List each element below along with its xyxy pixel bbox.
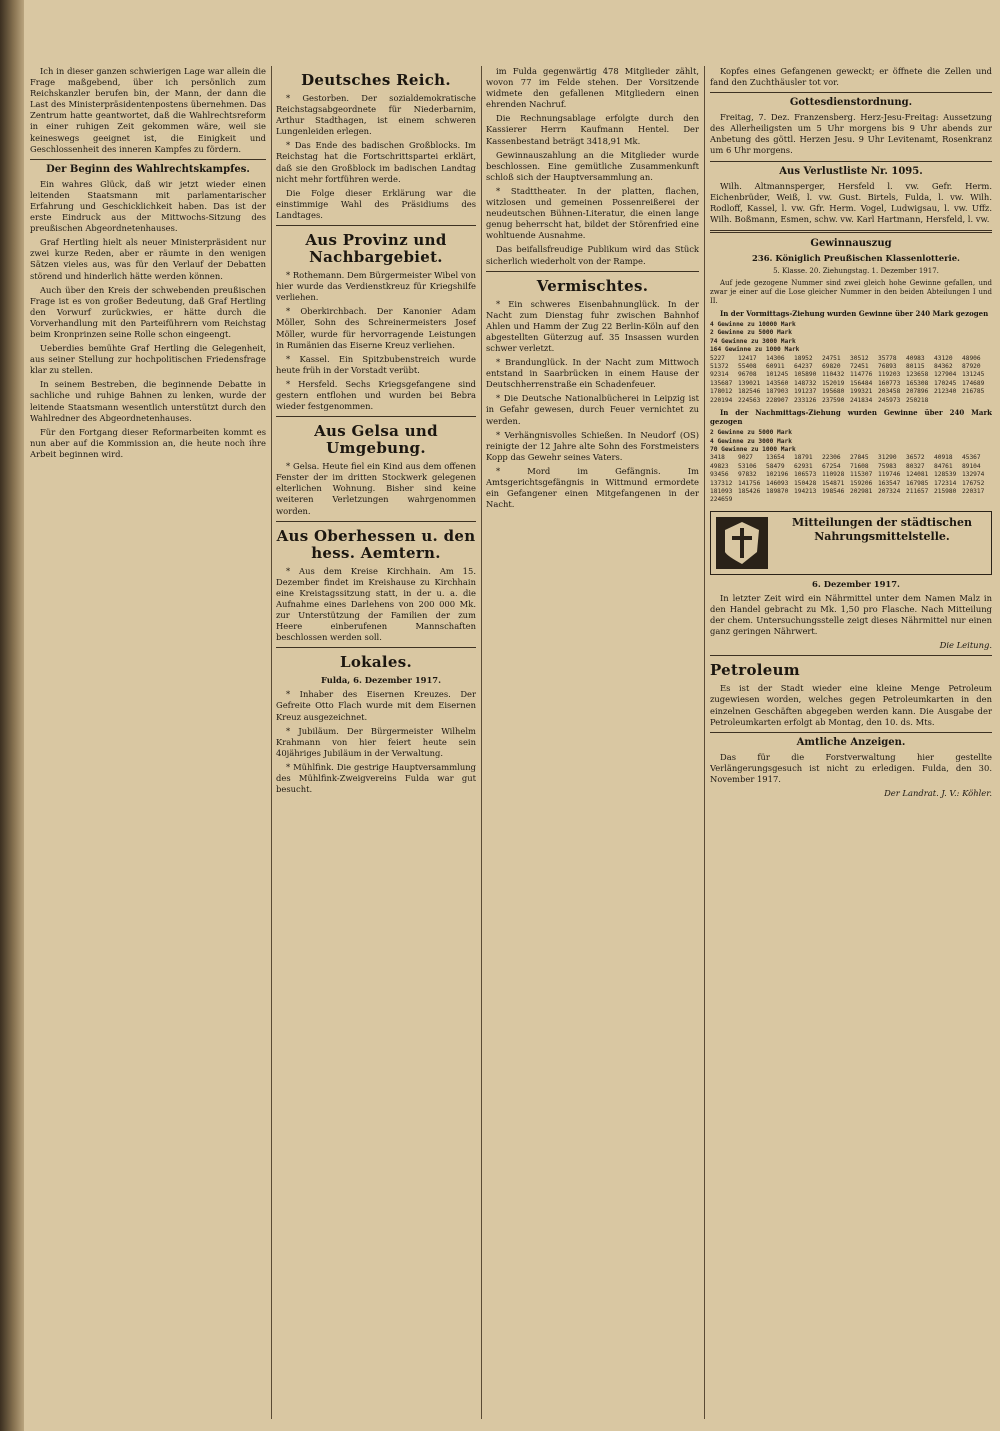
lottery-number: 62931	[794, 462, 813, 470]
divider	[276, 225, 476, 226]
afternoon-title: In der Nachmittags-Ziehung wurden Gewinne über 240 Mark gezogen	[710, 408, 992, 427]
lottery-number: 164 Gewinne zu 1000 Mark	[710, 346, 800, 354]
lottery-number: 150428	[794, 479, 817, 487]
lottery-number: 123658	[906, 371, 929, 379]
lottery-number: 143560	[766, 379, 789, 387]
lottery-number: 131245	[962, 371, 985, 379]
lottery-number: 13654	[766, 454, 785, 462]
lottery-number: 30512	[850, 354, 869, 362]
lottery-number: 96708	[738, 371, 757, 379]
lottery-number: 53106	[738, 462, 757, 470]
lottery-number: 114776	[850, 371, 873, 379]
lottery-number: 110432	[822, 371, 845, 379]
lottery-number: 163547	[878, 479, 901, 487]
article-paragraph: Die Folge dieser Erklärung war die einstimmige Wahl des Präsidiums des Landtages.	[276, 187, 476, 220]
lottery-number: 97832	[738, 471, 757, 479]
lottery-number: 43120	[934, 354, 953, 362]
reich-title: Deutsches Reich.	[301, 71, 451, 89]
article-paragraph: In letzter Zeit wird ein Nährmittel unter dem Namen Malz in den Handel gebracht zu Mk. 1,50 pro Flasche. Nach Mitteilung der chem. Untersuchungsstelle zeigt dieses Nährmittel nur einen ganz geringen Nährwert.	[710, 592, 992, 637]
lottery-number: 5227	[710, 354, 725, 362]
lokales-title: Lokales.	[340, 653, 412, 672]
dateline: Fulda, 6. Dezember 1917.	[320, 675, 442, 686]
lottery-number: 194213	[794, 487, 817, 495]
provinz-title: Aus Provinz und Nachbargebiet.	[305, 231, 447, 267]
lottery-number: 212340	[934, 388, 957, 396]
article-paragraph: im Fulda gegenwärtig 478 Mitglieder zählt, wovon 77 im Felde stehen. Der Vorsitzende widmete den gefallenen Mitgliedern einen ehrenden Nachruf.	[486, 66, 699, 110]
lotterie-meta: 5. Klasse. 20. Ziehungstag. 1. Dezember 1917.	[773, 267, 939, 276]
article-paragraph: Freitag, 7. Dez. Franzensberg. Herz-Jesu-Freitag: Aussetzung des Allerheiligsten um 5 Uhr morgens bis 9 Uhr abends zur Anbetung des göttl. Herzen Jesu. 9 Uhr Levitenamt, Rosenkranz um 6 Uhr morgens.	[710, 112, 992, 156]
morning-numbers	[710, 321, 992, 405]
column-rule	[271, 66, 272, 1419]
lottery-number: 75983	[878, 462, 897, 470]
article-paragraph: Es ist der Stadt wieder eine kleine Menge Petroleum zugewiesen worden, welches gegen Petroleumkarten in den einzelnen Geschäften abgegeben werden kann. Die Ausgabe der Petroleumkarten erfolgt ab Montag, den 10. ds. Mts.	[710, 683, 992, 727]
lottery-number: 55408	[738, 363, 757, 371]
article-paragraph: * Jubiläum. Der Bürgermeister Wilhelm Krahmann von hier feiert heute sein 40jähriges Jubiläum in der Verwaltung.	[276, 725, 476, 758]
lottery-number: 69820	[822, 363, 841, 371]
lottery-number: 141756	[738, 479, 761, 487]
lottery-number: 245973	[878, 396, 901, 404]
lottery-number: 49823	[710, 462, 729, 470]
lottery-number: 216785	[962, 388, 985, 396]
morning-title: In der Vormittags-Ziehung wurden Gewinne über 240 Mark gezogen	[720, 309, 989, 319]
column-rule	[704, 66, 705, 1419]
lottery-number: 67254	[822, 462, 841, 470]
divider	[276, 647, 476, 648]
lottery-number: 203458	[878, 388, 901, 396]
lottery-number: 207324	[878, 487, 901, 495]
mitteilungen-title: Mitteilungen der städtischen Nahrungsmittelstelle.	[792, 515, 972, 543]
column-1	[30, 66, 266, 1423]
lottery-number: 72451	[850, 363, 869, 371]
signature: Die Leitung.	[939, 640, 992, 651]
lottery-number: 167985	[906, 479, 929, 487]
divider	[710, 92, 992, 93]
gottesdienst-title: Gottesdienstordnung.	[789, 97, 913, 109]
article-paragraph: * Mühlfink. Die gestrige Hauptversammlung des Mühlfink-Zweigvereins Fulda war gut besucht.	[276, 761, 476, 795]
lottery-number: 105890	[794, 371, 817, 379]
book-binding	[0, 0, 24, 1431]
divider	[710, 655, 992, 656]
lottery-number: 199321	[850, 388, 873, 396]
lottery-number: 185426	[738, 487, 761, 495]
lottery-number: 224659	[710, 496, 733, 504]
debate-title: Der Beginn des Wahlrechtskampfes.	[46, 163, 250, 175]
lottery-number: 189870	[766, 487, 789, 495]
lottery-number: 106573	[794, 471, 817, 479]
lottery-number: 35778	[878, 354, 897, 362]
lotterie-note: Auf jede gezogene Nummer sind zwei gleich hohe Gewinne gefallen, und zwar je einer auf die Lose gleicher Nummer in den beiden Abteilungen I und II.	[710, 279, 992, 306]
article-paragraph: * Hersfeld. Sechs Kriegsgefangene sind gestern entflohen und wurden bei Bebra wieder festgenommen.	[276, 378, 476, 412]
divider	[710, 732, 992, 733]
column-2	[276, 66, 476, 1423]
divider	[710, 161, 992, 162]
divider	[30, 159, 266, 160]
lottery-number: 119203	[878, 371, 901, 379]
lottery-number: 2 Gewinne zu 5000 Mark	[710, 329, 792, 337]
divider	[276, 416, 476, 417]
article-paragraph: * Gelsa. Heute fiel ein Kind aus dem offenen Fenster der im dritten Stockwerk gelegenen elterlichen Wohnung. Bisher sind keine weiteren Verletzungen wahrgenommen worden.	[276, 461, 476, 516]
article-paragraph: * Kassel. Ein Spitzbubenstreich wurde heute früh in der Vorstadt verübt.	[276, 353, 476, 375]
article-paragraph: * Das Ende des badischen Großblocks. Im Reichstag hat die Fortschrittspartei erklärt, daß sie den Großblock im badischen Landtag nicht mehr fortführen werde.	[276, 140, 476, 184]
lottery-number: 4 Gewinne zu 3000 Mark	[710, 437, 792, 445]
lottery-number: 12417	[738, 354, 757, 362]
lottery-number: 165308	[906, 379, 929, 387]
article-paragraph: Graf Hertling hielt als neuer Ministerpräsident nur zwei kurze Reden, aber er räumte in den wenigen Sätzen vieles aus, was für den Verlauf der Debatten störend und hinderlich hätte werden können.	[30, 237, 266, 281]
lottery-number: 9027	[738, 454, 753, 462]
article-paragraph: * Brandunglück. In der Nacht zum Mittwoch entstand in Saarbrücken in einem Hause der Deutschherrenstraße ein Schadenfeuer.	[486, 357, 699, 390]
lottery-number: 146093	[766, 479, 789, 487]
lottery-number: 40983	[906, 354, 925, 362]
article-paragraph: Für den Fortgang dieser Reformarbeiten kommt es nun aber auf die Kommission an, die heute noch ihre Arbeit beginnen wird.	[30, 426, 266, 459]
lottery-number: 64237	[794, 363, 813, 371]
lottery-number: 139021	[738, 379, 761, 387]
article-paragraph: Die Rechnungsablage erfolgte durch den Kassierer Herrn Kaufmann Hentel. Der Kassenbestand beträgt 3418,91 Mk.	[486, 113, 699, 146]
lottery-number: 195680	[822, 388, 845, 396]
article-paragraph: Auch über den Kreis der schwebenden preußischen Frage ist es von großer Bedeutung, daß Graf Hertling den Vorwurf zurückwies, er hätte durch die Vorverhandlung mit den Parteiführern vom Reichstag beim Kronprinzen seine Rolle schon eingeengt.	[30, 284, 266, 339]
article-paragraph: In seinem Bestreben, die beginnende Debatte in sachliche und ruhige Bahnen zu lenken, wurde der leitende Staatsmann wesentlich unterstützt durch den Wahlredner des Abgeordnetenhauses.	[30, 379, 266, 423]
lottery-number: 92314	[710, 371, 729, 379]
lottery-number: 160773	[878, 379, 901, 387]
lottery-number: 84362	[934, 363, 953, 371]
newspaper-page	[24, 0, 1000, 1431]
lottery-number: 74 Gewinne zu 3000 Mark	[710, 337, 796, 345]
column-4	[710, 66, 992, 1423]
article-paragraph: Das beifallsfreudige Publikum wird das Stück sicherlich wiederholt von der Rampe.	[486, 244, 699, 266]
lottery-number: 45367	[962, 454, 981, 462]
lottery-number: 93456	[710, 471, 729, 479]
lottery-number: 124081	[906, 471, 929, 479]
lottery-number: 101245	[766, 371, 789, 379]
lottery-number: 135687	[710, 379, 733, 387]
verlustliste-title: Aus Verlustliste Nr. 1095.	[779, 165, 923, 177]
lottery-number: 132974	[962, 471, 985, 479]
article-paragraph: Gewinnauszahlung an die Mitglieder wurde beschlossen. Eine gemütliche Zusammenkunft schloß sich der Hauptversammlung an.	[486, 149, 699, 182]
lotterie-subtitle: 236. Königlich Preußischen Klassenlotterie.	[752, 252, 960, 263]
lottery-number: 128539	[934, 471, 957, 479]
article-paragraph: * Mord im Gefängnis. Im Amtsgerichtsgefängnis in Wittmund ermordete ein Gefangener einen Mitgefangenen in der Nacht.	[486, 465, 699, 510]
article-paragraph: * Inhaber des Eisernen Kreuzes. Der Gefreite Otto Flach wurde mit dem Eisernen Kreuz ausgezeichnet.	[276, 689, 476, 722]
gelsa-title: Aus Gelsa und Umgebung.	[314, 422, 438, 458]
lottery-number: 27845	[850, 454, 869, 462]
lottery-number: 31290	[878, 454, 897, 462]
lottery-number: 241834	[850, 396, 873, 404]
vermischtes-title: Vermischtes.	[536, 276, 649, 295]
article-paragraph: * Oberkirchbach. Der Kanonier Adam Möller, Sohn des Schreinermeisters Josef Möller, wurde für hervorragende Leistungen in Rumänien das Eiserne Kreuz verliehen.	[276, 306, 476, 350]
lottery-number: 87920	[962, 363, 981, 371]
lottery-number: 211657	[906, 487, 929, 495]
afternoon-numbers	[710, 429, 992, 505]
lottery-number: 58479	[766, 462, 785, 470]
lottery-number: 3418	[710, 454, 725, 462]
lottery-number: 233126	[794, 396, 817, 404]
lottery-number: 170245	[934, 379, 957, 387]
lottery-number: 148732	[794, 379, 817, 387]
intro-paragraph: Ich in dieser ganzen schwierigen Lage war allein die Frage maßgebend, über ich persönlich zum Reichskanzler berufen bin, der Mann, der dann die Last des Ministerpräsidentenpostens übernehmen. Das Zentrum hatte geantwortet, daß die Wahlrechtsreform in einer ruhigen Zeit gekommen wäre, weil sie keineswegs geeignet ist, die Einigkeit und Geschlossenheit des inneren Kampfes zu fördern.	[30, 66, 266, 154]
lottery-number: 80327	[906, 462, 925, 470]
lottery-number: 60911	[766, 363, 785, 371]
article-paragraph: Kopfes eines Gefangenen geweckt; er öffnete die Zellen und fand den Zuchthäusler tot vor.	[710, 66, 992, 88]
lottery-number: 250218	[906, 396, 929, 404]
anzeigen-title: Amtliche Anzeigen.	[796, 736, 906, 748]
article-paragraph: * Ein schweres Eisenbahnunglück. In der Nacht zum Dienstag fuhr zwischen Bahnhof Ahlen und Hamm der Zug 22 Berlin-Köln auf den abgestellten Güterzug auf. 35 Insassen wurden schwer verletzt.	[486, 298, 699, 353]
article-paragraph: * Rothemann. Dem Bürgermeister Wibel von hier wurde das Verdienstkreuz für Kriegshilfe verliehen.	[276, 270, 476, 303]
article-paragraph: * Verhängnisvolles Schießen. In Neudorf (OS) reinigte der 12 Jahre alte Sohn des Forstmeisters Kopp das Gewehr seines Vaters.	[486, 429, 699, 462]
article-paragraph: Wilh. Altmannsperger, Hersfeld l. vw. Gefr. Herm. Eichenbrüder, Weiß, l. vw. Gust. Birtels, Fulda, l. vw. Wilh. Rodloff, Kassel, l. vw. Gfr. Herm. Vogel, Ludwigsau, l. vw. Uffz. Wilh. Boßmann, Esmen, schw. vw. Karl Hartmann, Hersfeld, l. vw.	[710, 180, 992, 224]
column-rule	[481, 66, 482, 1419]
lottery-number: 215980	[934, 487, 957, 495]
lottery-number: 22306	[822, 454, 841, 462]
lottery-number: 110928	[822, 471, 845, 479]
lottery-number: 76893	[878, 363, 897, 371]
article-paragraph: Ein wahres Glück, daß wir jetzt wieder einen leitenden Staatsmann mit parlamentarischer Erfahrung und Geschicklichkeit haben. Das ist der erste Eindruck aus der Mittwochs-Sitzung des preußischen Abgeordnetenhauses.	[30, 178, 266, 234]
lottery-number: 48906	[962, 354, 981, 362]
lottery-number: 119746	[878, 471, 901, 479]
lottery-number: 172314	[934, 479, 957, 487]
article-paragraph: Das für die Forstverwaltung hier gestellte Verlängerungsgesuch ist nicht zu erledigen. Fulda, den 30. November 1917.	[710, 751, 992, 784]
lottery-number: 51372	[710, 363, 729, 371]
lottery-number: 80115	[906, 363, 925, 371]
lottery-number: 174689	[962, 379, 985, 387]
divider	[276, 521, 476, 522]
lottery-number: 40918	[934, 454, 953, 462]
lottery-number: 191237	[794, 388, 817, 396]
landrat-signature: Der Landrat. J. V.: Köhler.	[884, 787, 992, 798]
lottery-number: 176752	[962, 479, 985, 487]
lottery-number: 84761	[934, 462, 953, 470]
lottery-number: 178012	[710, 388, 733, 396]
lottery-number: 89104	[962, 462, 981, 470]
mitteilungen-date: 6. Dezember 1917.	[812, 578, 900, 589]
lottery-number: 156484	[850, 379, 873, 387]
mitteilungen-box	[710, 511, 992, 575]
lottery-number: 154871	[822, 479, 845, 487]
lottery-number: 182546	[738, 388, 761, 396]
lottery-number: 24751	[822, 354, 841, 362]
article-paragraph: * Gestorben. Der sozialdemokratische Reichstagsabgeordnete für Niederbarnim, Arthur Stadthagen, ist einem schweren Lungenleiden erlegen.	[276, 93, 476, 137]
lottery-number: 220194	[710, 396, 733, 404]
lottery-number: 224563	[738, 396, 761, 404]
article-paragraph: Ueberdies bemühte Graf Hertling die Gelegenheit, aus seiner Stellung zur hochpolitischen Friedensfrage klar zu stellen.	[30, 343, 266, 376]
article-paragraph: * Aus dem Kreise Kirchhain. Am 15. Dezember findet im Kreishause zu Kirchhain eine Kreistagssitzung statt, in der u. a. die Aufnahme eines Darlehens von 200 000 Mk. zur Unterstützung der Familien der zum Heere einberufenen Mannschaften beschlossen werden soll.	[276, 565, 476, 643]
lottery-number: 237590	[822, 396, 845, 404]
lottery-number: 159206	[850, 479, 873, 487]
city-coat-of-arms-icon	[715, 516, 769, 570]
lottery-number: 70 Gewinne zu 1000 Mark	[710, 445, 796, 453]
lottery-number: 127904	[934, 371, 957, 379]
lottery-number: 18791	[794, 454, 813, 462]
lottery-number: 102196	[766, 471, 789, 479]
divider	[486, 271, 699, 272]
lottery-number: 181093	[710, 487, 733, 495]
lottery-number: 4 Gewinne zu 10000 Mark	[710, 321, 796, 329]
lottery-number: 220317	[962, 487, 985, 495]
lottery-number: 36572	[906, 454, 925, 462]
lottery-number: 115307	[850, 471, 873, 479]
lottery-number: 18952	[794, 354, 813, 362]
lottery-number: 207896	[906, 388, 929, 396]
lottery-number: 2 Gewinne zu 5000 Mark	[710, 429, 792, 437]
lottery-number: 71608	[850, 462, 869, 470]
lottery-number: 152019	[822, 379, 845, 387]
lottery-number: 14306	[766, 354, 785, 362]
lottery-number: 202981	[850, 487, 873, 495]
divider	[710, 230, 992, 233]
article-paragraph: * Die Deutsche Nationalbücherei in Leipzig ist in Gefahr gewesen, durch Feuer vernichtet zu werden.	[486, 393, 699, 426]
lottery-number: 228907	[766, 396, 789, 404]
column-3	[486, 66, 699, 1423]
article-paragraph: * Stadttheater. In der platten, flachen, witzlosen und gemeinen Possenreißerei der neudeutschen Bühnen-Literatur, die einen lange genug beherrscht hat, bildet der Störenfried eine wohltuende Ausnahme.	[486, 185, 699, 241]
lottery-number: 137312	[710, 479, 733, 487]
oberhessen-title: Aus Oberhessen u. den hess. Aemtern.	[276, 526, 476, 562]
petroleum-title: Petroleum	[710, 661, 800, 680]
lottery-number: 198546	[822, 487, 845, 495]
lottery-number: 187903	[766, 388, 789, 396]
lotterie-title: Gewinnauszug	[810, 237, 892, 249]
